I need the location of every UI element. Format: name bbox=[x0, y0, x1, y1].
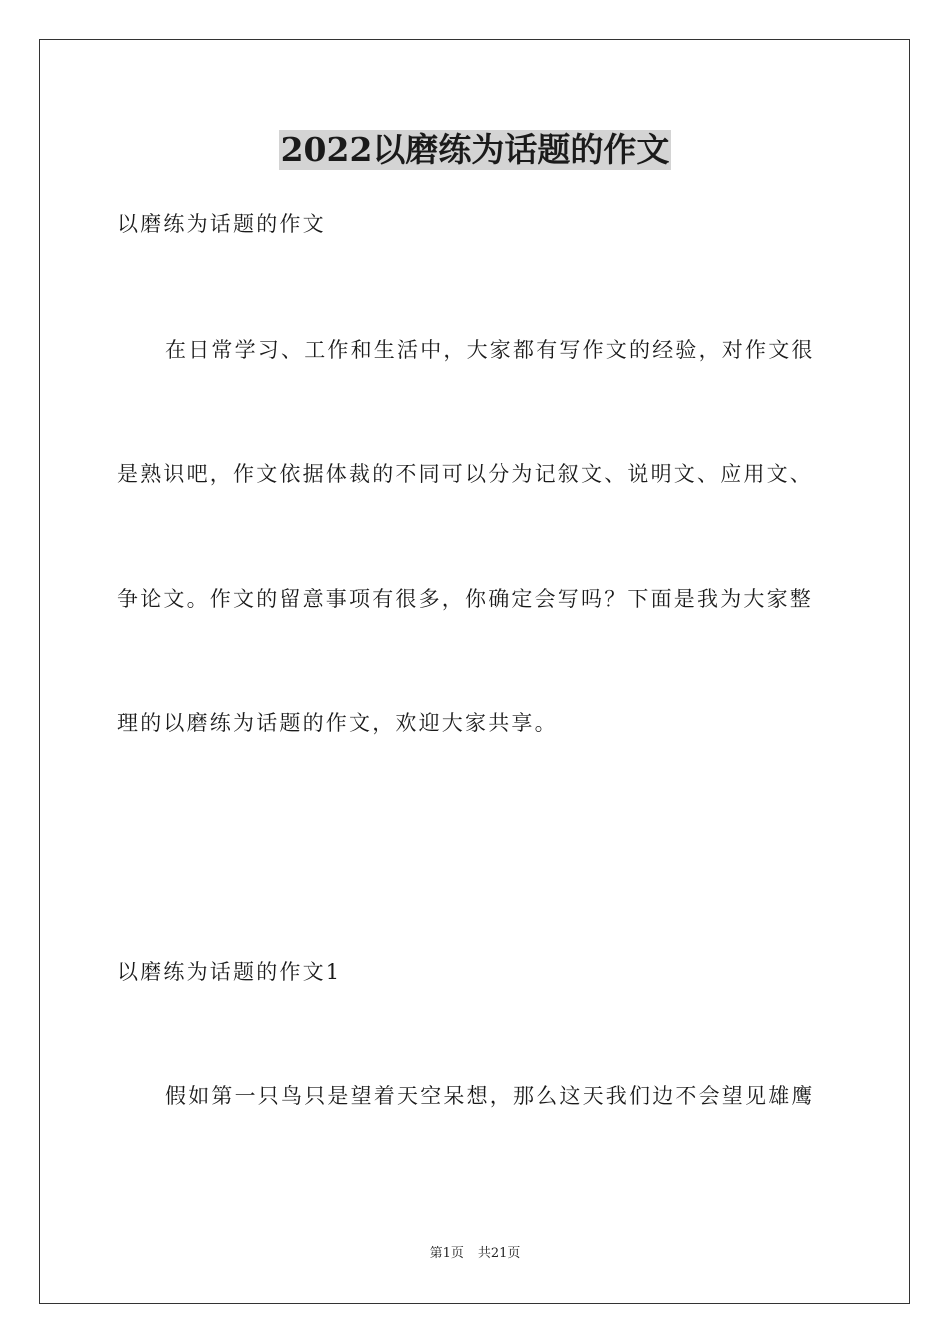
page-number-current: 第1页 bbox=[429, 1246, 464, 1261]
section-heading: 以磨练为话题的作文1 bbox=[117, 960, 342, 984]
page-footer bbox=[0, 1245, 950, 1263]
intro-line-4: 理的以磨练为话题的作文，欢迎大家共享。 bbox=[117, 711, 558, 735]
section-line-1: 假如第一只鸟只是望着天空呆想，那么这天我们边不会望见雄鹰 bbox=[165, 1084, 815, 1108]
page-number-total: 共21页 bbox=[477, 1246, 521, 1261]
intro-line-3: 争论文。作文的留意事项有很多，你确定会写吗？下面是我为大家整 bbox=[117, 587, 813, 611]
intro-line-2: 是熟识吧，作文依据体裁的不同可以分为记叙文、说明文、应用文、 bbox=[117, 462, 813, 486]
document-title bbox=[0, 128, 950, 172]
document-subtitle: 以磨练为话题的作文 bbox=[117, 212, 326, 236]
intro-line-1: 在日常学习、工作和生活中，大家都有写作文的经验，对作文很 bbox=[165, 338, 815, 362]
document-title-text: 2022以磨练为话题的作文 bbox=[280, 130, 670, 169]
